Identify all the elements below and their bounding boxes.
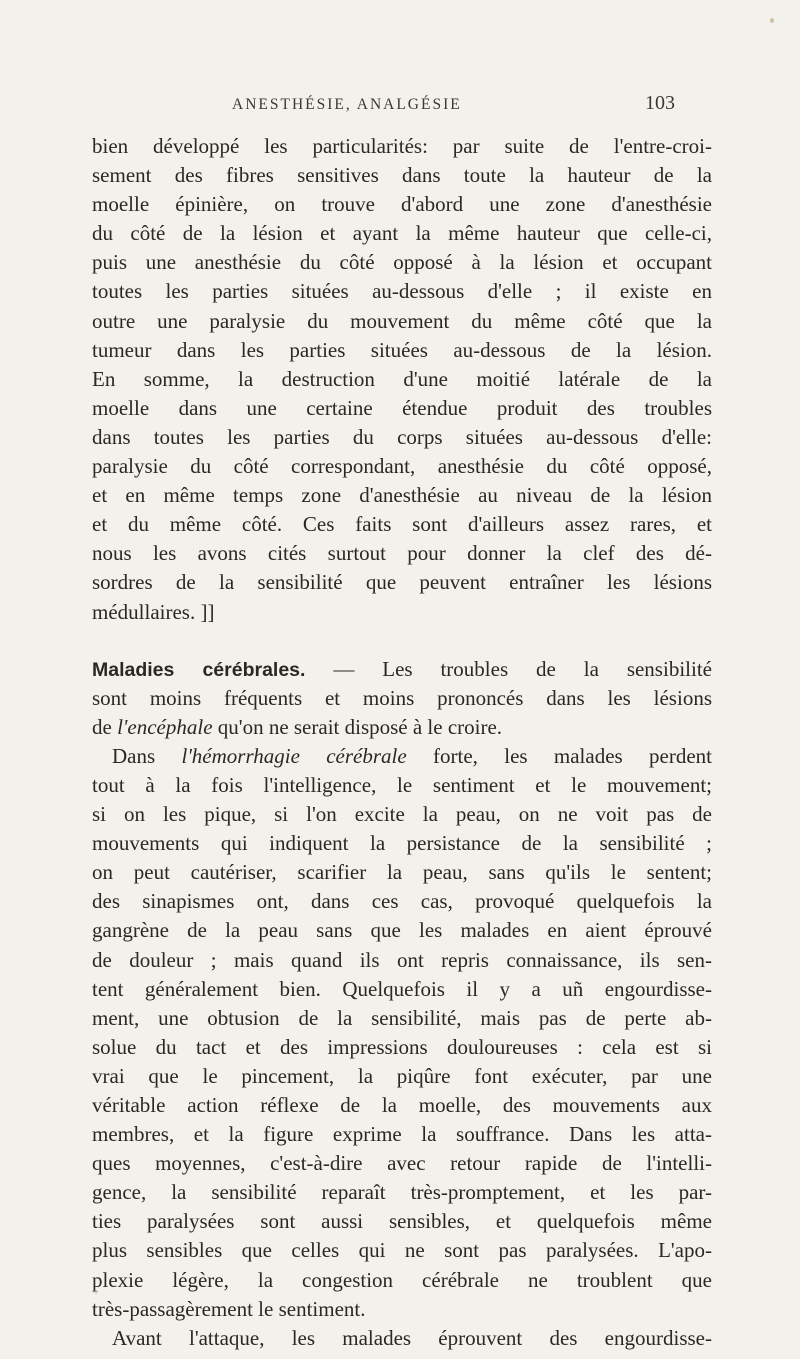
text-line: sement des fibres sensitives dans toute la hauteur de la [92,163,712,188]
paragraph-cerebral-diseases [92,655,712,742]
text-line: Avant l'attaque, les malades éprouvent des engourdisse- [112,1325,712,1350]
text-line: outre une paralysie du mouvement du même côté que la [92,308,712,333]
text-line: et en même temps zone d'anesthésie au niveau de la lésion [92,483,712,508]
section-heading: Maladies cérébrales. [92,658,306,681]
text-line: véritable action réflexe de la moelle, des mouvements aux [92,1093,712,1117]
text-line: plexie légère, la congestion cérébrale ne troublent que [92,1267,712,1292]
text-line: du côté de la lésion et ayant la même hauteur que celle-ci, [92,221,712,246]
text-span: — Les troubles de la sensibilité [305,656,712,681]
paragraph-gap [92,627,712,655]
text-line: très-passagèrement le sentiment. [92,1296,366,1321]
text-line: si on les pique, si l'on excite la peau, on ne voit pas de [92,802,712,827]
italic-term: l'encéphale [117,714,213,739]
text-line: membres, et la figure exprime la souffrance. Dans les atta- [92,1122,712,1147]
text-line: de douleur ; mais quand ils ont repris connaissance, ils sen- [92,947,712,972]
text-line: moelle dans une certaine étendue produit des troubles [92,395,712,420]
text-line: solue du tact et des impressions douloureuses : cela est si [92,1034,712,1059]
text-line: ques moyennes, c'est-à-dire avec retour rapide de l'intelli- [92,1151,712,1176]
text-line: moelle épinière, on trouve d'abord une zone d'anesthésie [92,192,712,217]
italic-term: l'hémorrhagie cérébrale [181,743,407,768]
text-line: tout à la fois l'intelligence, le sentiment et le mouvement; [92,772,712,797]
text-span: qu'on ne serait disposé à le croire. [212,714,503,739]
text-line: toutes les parties situées au-dessous d'elle ; il existe en [92,279,712,304]
running-title: ANESTHÉSIE, ANALGÉSIE [232,96,462,113]
text-line: puis une anesthésie du côté opposé à la lésion et occupant [92,250,712,275]
text-line: sont moins fréquents et moins prononcés dans les lésions [92,685,712,710]
text-line: ties paralysées sont aussi sensibles, et quelquefois même [92,1209,712,1234]
paragraph-spinal-lesions [92,132,712,627]
text-line: sordres de la sensibilité que peuvent entraîner les lésions [92,570,712,595]
paragraph-hemorrhage [92,742,712,1324]
body-text [92,132,712,1353]
text-line: ment, une obtusion de la sensibilité, mais pas de perte ab- [92,1005,712,1030]
text-line: médullaires. ]] [92,599,215,624]
page-number: 103 [645,92,675,114]
text-line: et du même côté. Ces faits sont d'ailleurs assez rares, et [92,512,712,537]
text-line: vrai que le pincement, la piqûre font exécuter, par une [92,1063,712,1088]
text-line: des sinapismes ont, dans ces cas, provoqué quelquefois la [92,889,712,914]
paper-speck [770,18,774,23]
paper-speck [94,1290,98,1294]
text-line: paralysie du côté correspondant, anesthésie du côté opposé, [92,454,712,479]
text-line: tent généralement bien. Quelquefois il y a uñ engourdisse- [92,976,712,1001]
paragraph-before-attack [92,1324,712,1353]
text-line: bien développé les particularités: par suite de l'entre-croi- [92,134,712,158]
text-line: on peut cautériser, scarifier la peau, sans qu'ils le sentent; [92,860,712,885]
text-line: En somme, la destruction d'une moitié latérale de la [92,366,712,391]
text-line: dans toutes les parties du corps situées au-dessous d'elle: [92,424,712,449]
text-line [92,655,712,684]
text-line: mouvements qui indiquent la persistance de la sensibilité ; [92,831,712,856]
text-line: tumeur dans les parties situées au-dessous de la lésion. [92,337,712,362]
text-line: gence, la sensibilité reparaît très-promptement, et les par- [92,1180,712,1205]
text-span: forte, les malades perdent [406,743,712,768]
text-line: nous les avons cités surtout pour donner la clef des dé- [92,541,712,566]
text-line [92,742,712,771]
text-span: Dans [112,743,182,768]
text-span: de [92,714,118,739]
text-line: plus sensibles que celles qui ne sont pas paralysées. L'apo- [92,1238,712,1263]
text-line: gangrène de la peau sans que les malades en aient éprouvé [92,918,712,943]
text-line [92,713,712,742]
